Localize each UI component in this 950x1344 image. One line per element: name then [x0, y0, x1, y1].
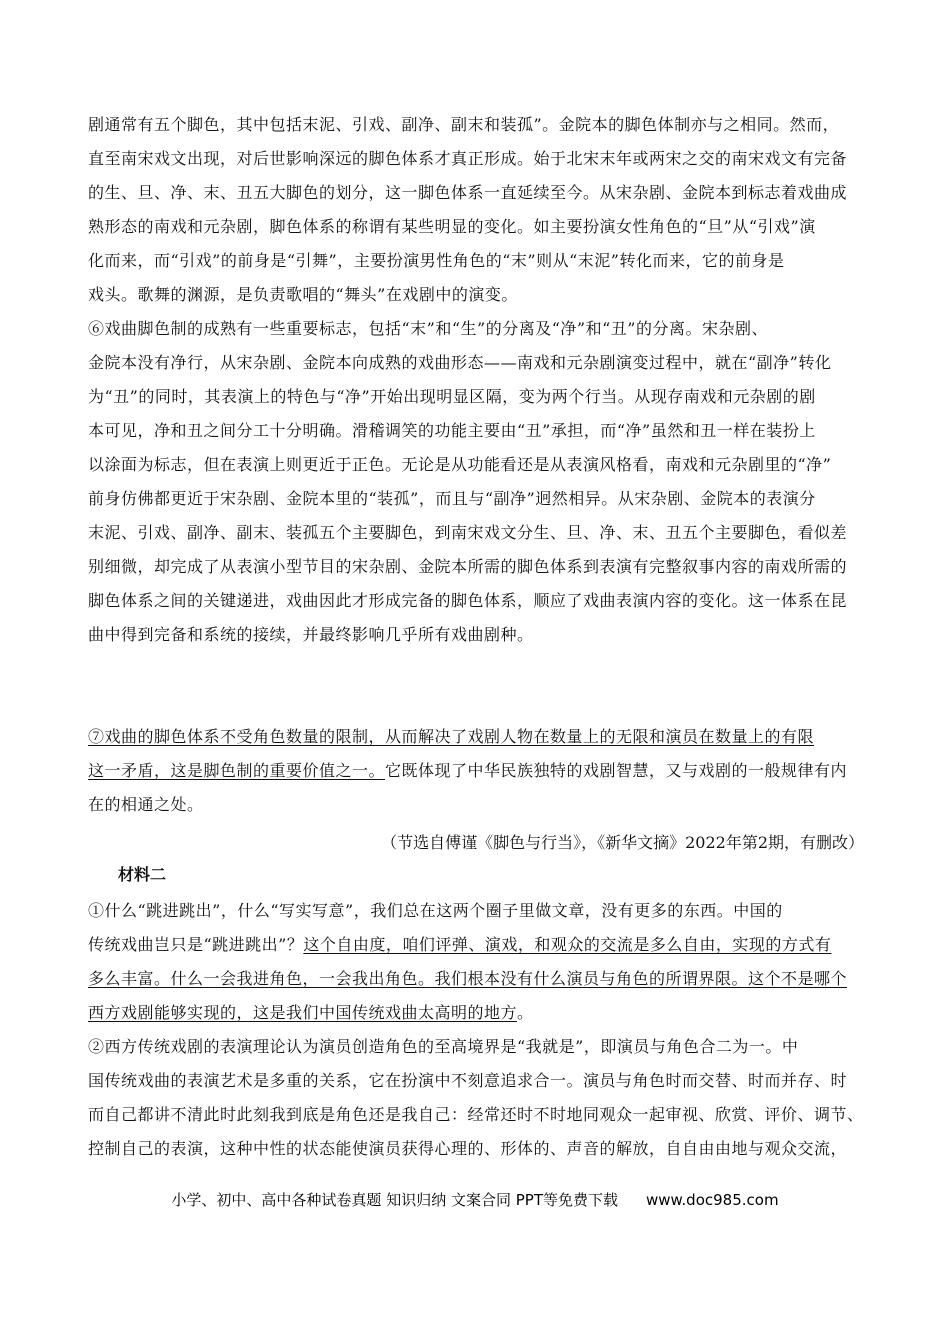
material2-paragraph-2 — [88, 1030, 864, 1166]
section-heading: 材料二 — [118, 865, 167, 884]
text-line — [88, 754, 864, 788]
underlined-text: 多么丰富。什么一会我进角色，一会我出角色。我们根本没有什么演员与角色的所谓界限。这个不是哪个 — [88, 969, 848, 988]
plain-text: 它既体现了中华民族独特的戏剧智慧，又与戏剧的一般规律有内 — [385, 761, 848, 780]
paragraph-7 — [88, 720, 864, 822]
text-line: 在的相通之处。 — [88, 795, 204, 814]
text-line — [88, 962, 864, 996]
text-line: 前身仿佛都更近于宋杂剧、金院本里的“装孤”，而且与“副净”迥然相异。从宋杂剧、金院本的表演分 — [88, 489, 816, 508]
text-line: ⑥戏曲脚色制的成熟有一些重要标志，包括“末”和“生”的分离及“净”和“丑”的分离。宋杂剧、 — [88, 319, 768, 338]
underlined-text: 这一矛盾，这是脚色制的重要价值之一。 — [88, 761, 386, 780]
text-line: 金院本没有净行，从宋杂剧、金院本向成熟的戏曲形态——南戏和元杂剧演变过程中，就在“副净”转化 — [88, 353, 832, 372]
source-citation: （节选自傅谨《脚色与行当》，《新华文摘》2022年第2期，有删改） — [381, 833, 864, 852]
text-line: 控制自己的表演，这种中性的状态能使演员获得心理的、形体的、声音的解放，自自由由地与观众交流， — [88, 1139, 848, 1158]
footer-text: 小学、初中、高中各种试卷真题 知识归纳 文案合同 PPT等免费下载 — [171, 1191, 618, 1209]
text-line: 末泥、引戏、副净、副末、装孤五个主要脚色，到南宋戏文分生、旦、净、末、丑五个主要脚色，看似差 — [88, 523, 848, 542]
footer-link[interactable]: www.doc985.com — [645, 1191, 779, 1209]
plain-text: 传统戏曲岂只是“跳进跳出”？ — [88, 935, 304, 954]
paragraph-continued — [88, 108, 864, 312]
text-line — [88, 928, 864, 962]
text-line: 剧通常有五个脚色，其中包括末泥、引戏、副净、副末和装孤”。金院本的脚色体制亦与之相同。然而， — [88, 115, 840, 134]
text-line: 国传统戏曲的表演艺术是多重的关系，它在扮演中不刻意追求合一。演员与角色时而交替、时而并存、时 — [88, 1071, 848, 1090]
text-line: 以涂面为标志，但在表演上则更近于正色。无论是从功能看还是从表演风格看，南戏和元杂剧里的“净” — [88, 455, 832, 474]
paragraph-6 — [88, 312, 864, 652]
underlined-text: 西方戏剧能够实现的，这是我们中国传统戏曲太高明的地方 — [88, 1003, 518, 1022]
text-line: ①什么“跳进跳出”，什么“写实写意”，我们总在这两个圈子里做文章，没有更多的东西。中国的 — [88, 901, 783, 920]
text-line: 直至南宋戏文出现，对后世影响深远的脚色体系才真正形成。始于北宋末年或两宋之交的南宋戏文有完备 — [88, 149, 848, 168]
text-line: 别细微，却完成了从表演小型节目的宋杂剧、金院本所需的脚色体系到表演有完整叙事内容的南戏所需的 — [88, 557, 848, 576]
page-footer — [0, 1188, 950, 1212]
text-line — [88, 996, 864, 1030]
underlined-text: ⑦戏曲的脚色体系不受角色数量的限制，从而解决了戏剧人物在数量上的无限和演员在数量上的有限 — [88, 727, 815, 746]
text-line: 为“丑”的同时，其表演上的特色与“净”开始出现明显区隔，变为两个行当。从现存南戏和元杂剧的剧 — [88, 387, 816, 406]
text-line: 而自己都讲不清此时此刻我到底是角色还是我自己：经常还时不时地同观众一起审视、欣赏、评价、调节、 — [88, 1105, 864, 1124]
text-line: 脚色体系之间的关键递进，戏曲因此才形成完备的脚色体系，顺应了戏曲表演内容的变化。这一体系在昆 — [88, 591, 848, 610]
text-line: 曲中得到完备和系统的接续，并最终影响几乎所有戏曲剧种。 — [88, 625, 534, 644]
text-line: 熟形态的南戏和元杂剧，脚色体系的称谓有某些明显的变化。如主要扮演女性角色的“旦”从“引戏”演 — [88, 217, 816, 236]
text-line: 的生、旦、净、末、丑五大脚色的划分，这一脚色体系一直延续至今。从宋杂剧、金院本到标志着戏曲成 — [88, 183, 848, 202]
text-line: 戏头。歌舞的渊源，是负责歌唱的“舞头”在戏剧中的演变。 — [88, 285, 518, 304]
plain-text: 。 — [517, 1003, 534, 1022]
text-line: 化而来，而“引戏”的前身是“引舞”，主要扮演男性角色的“末”则从“末泥”转化而来，它的前身是 — [88, 251, 785, 270]
underlined-text: 这个自由度，咱们评弹、演戏，和观众的交流是多么自由，实现的方式有 — [303, 935, 832, 954]
text-line: ②西方传统戏剧的表演理论认为演员创造角色的至高境界是“我就是”，即演员与角色合二为一。中 — [88, 1037, 799, 1056]
text-line: 本可见，净和丑之间分工十分明确。滑稽调笑的功能主要由“丑”承担，而“净”虽然和丑一样在装扮上 — [88, 421, 816, 440]
material2-paragraph-1 — [88, 894, 864, 1030]
text-line — [88, 720, 864, 754]
